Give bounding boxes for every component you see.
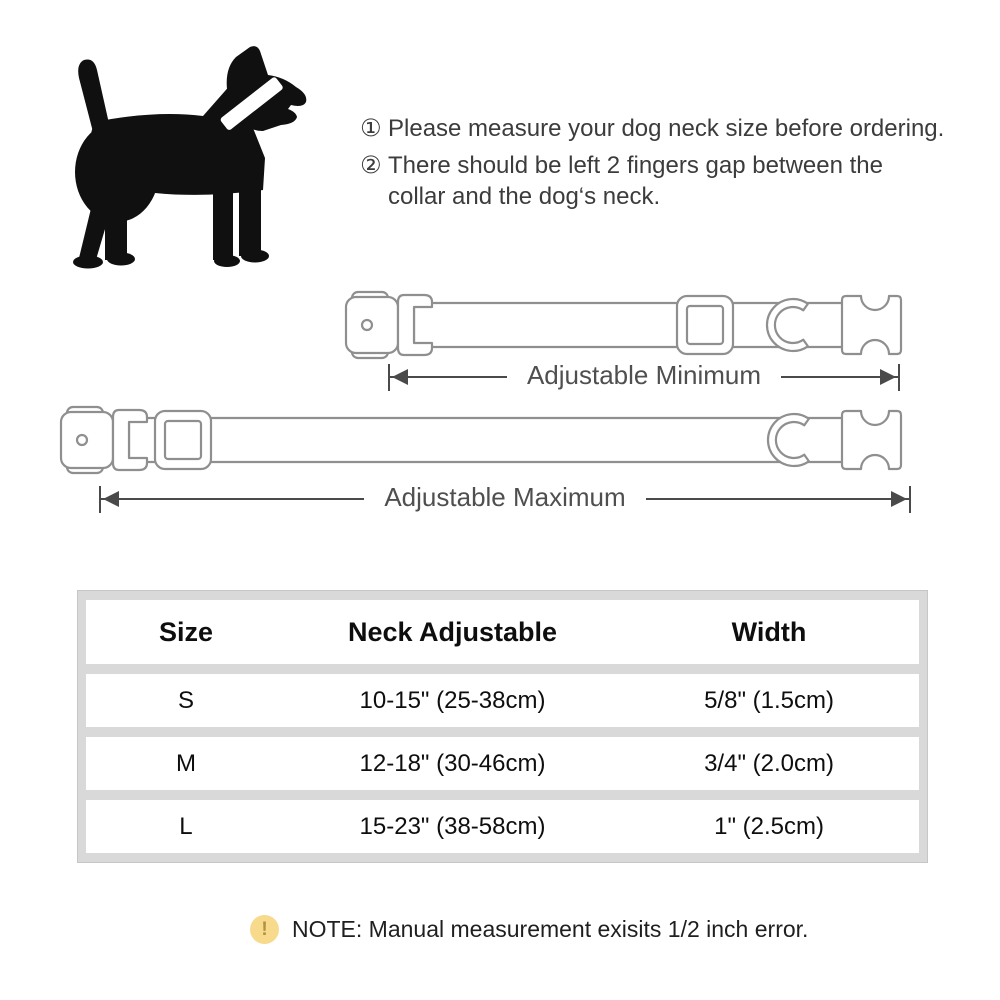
cell-width: 1" (2.5cm) — [714, 812, 824, 840]
buckle-male — [842, 411, 901, 469]
adjustable-maximum-label: Adjustable Maximum — [384, 481, 626, 512]
instruction-1-line-1: Please measure your dog neck size before ordering. — [388, 115, 945, 142]
arrow-left-icon — [390, 376, 507, 378]
measurement-note — [250, 915, 808, 944]
cell-width: 3/4" (2.0cm) — [704, 749, 834, 777]
cell-size: L — [179, 812, 193, 840]
column-header-size: Size — [158, 616, 213, 647]
note-text: NOTE: Manual measurement exisits 1/2 inch error. — [292, 916, 809, 942]
cell-width: 5/8" (1.5cm) — [704, 686, 834, 714]
measurement-instructions — [360, 113, 944, 218]
dog-silhouette — [55, 44, 313, 286]
column-header-width: Width — [731, 616, 807, 647]
circled-number-2-icon: ② — [360, 152, 382, 179]
adjustable-minimum-dimension — [388, 359, 900, 392]
collar-minimum-diagram — [340, 283, 910, 363]
column-header-neck-adjustable: Neck Adjustable — [347, 616, 558, 647]
adjustable-minimum-label: Adjustable Minimum — [526, 359, 762, 390]
dimension-tick — [909, 486, 911, 513]
cell-neck: 10-15" (25-38cm) — [359, 686, 546, 714]
instruction-item-1 — [360, 113, 944, 144]
size-table-header-row — [86, 600, 919, 664]
size-table — [77, 590, 928, 863]
arrow-left-icon — [101, 498, 364, 500]
collar-strap — [129, 418, 850, 462]
cell-size: S — [177, 686, 194, 714]
dimension-tick — [898, 364, 900, 391]
cell-size: M — [175, 749, 196, 777]
instruction-2-line-1: There should be left 2 fingers gap between the — [388, 152, 883, 179]
instruction-2-line-2: collar and the dog‘s neck. — [388, 183, 661, 210]
buckle-male — [842, 296, 901, 354]
circled-number-1-icon: ① — [360, 115, 382, 142]
table-row-s — [86, 674, 919, 727]
table-row-m — [86, 737, 919, 790]
table-row-l — [86, 800, 919, 853]
arrow-right-icon — [781, 376, 898, 378]
exclamation-icon — [250, 915, 279, 944]
exclamation-glyph: ! — [261, 918, 268, 940]
cell-neck: 12-18" (30-46cm) — [359, 749, 546, 777]
adjustable-maximum-dimension — [99, 481, 911, 514]
instruction-item-2 — [360, 150, 944, 212]
arrow-right-icon — [646, 498, 909, 500]
cell-neck: 15-23" (38-58cm) — [359, 812, 546, 840]
collar-maximum-diagram — [55, 398, 915, 478]
